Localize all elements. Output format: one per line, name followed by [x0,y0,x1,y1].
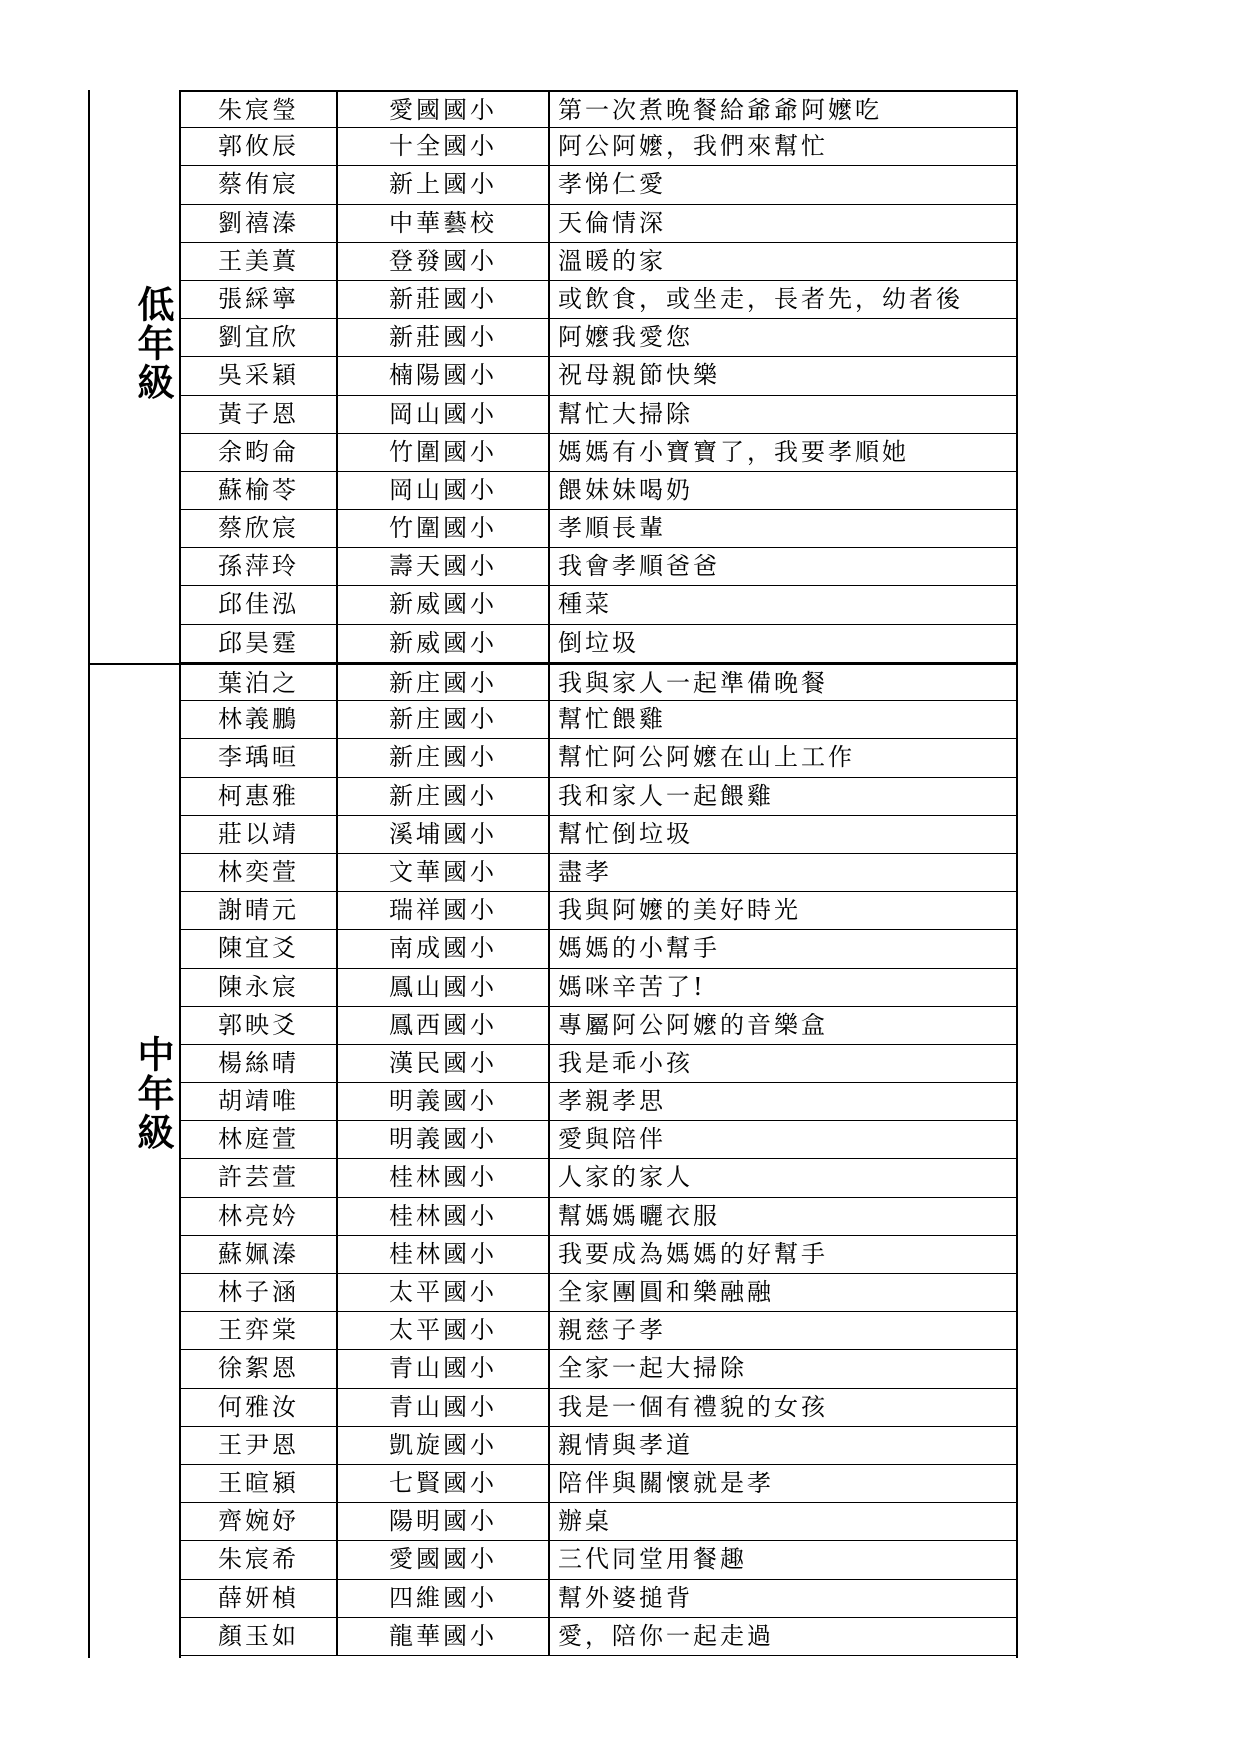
grade-cell [88,663,179,1658]
school-name: 凱旋國小 [338,1427,550,1464]
table-row [181,778,1016,816]
school-name: 岡山國小 [338,396,550,433]
work-title: 我要成為媽媽的好幫手 [558,1239,828,1268]
table-row [181,930,1016,968]
school-name: 愛國國小 [338,1541,550,1578]
student-name: 林庭萱 [181,1121,338,1158]
work-title: 或飲食，或坐走，長者先，幼者後 [558,284,963,313]
student-name: 顏玉如 [181,1618,338,1655]
student-name: 朱宸瑩 [181,92,338,127]
work-title: 阿公阿嬤，我們來幫忙 [558,132,828,161]
table-row [181,1274,1016,1312]
table-row [181,205,1016,243]
work-title: 幫忙餵雞 [558,705,666,734]
student-name: 柯惠雅 [181,778,338,815]
work-title: 溫暖的家 [558,246,666,275]
school-name: 太平國小 [338,1312,550,1349]
school-name: 桂林國小 [338,1159,550,1196]
entry-rows [179,663,1018,1658]
school-name: 青山國小 [338,1389,550,1426]
table-row [181,1350,1016,1388]
work-title: 愛與陪伴 [558,1125,666,1154]
table-row [181,396,1016,434]
table-row [181,892,1016,930]
student-name: 李瑀晅 [181,739,338,776]
table-row [181,1159,1016,1197]
school-name: 七賢國小 [338,1465,550,1502]
work-title: 我和家人一起餵雞 [558,781,774,810]
student-name: 葉泊之 [181,665,338,700]
school-name: 龍華國小 [338,1618,550,1655]
entry-rows [179,90,1018,663]
table-row [181,1389,1016,1427]
student-name: 謝晴元 [181,892,338,929]
work-title: 陪伴與關懷就是孝 [558,1468,774,1497]
work-title: 祝母親節快樂 [558,361,720,390]
work-title: 餵妹妹喝奶 [558,475,693,504]
table-row [181,1503,1016,1541]
school-name: 桂林國小 [338,1198,550,1235]
table-row [181,701,1016,739]
table-row [181,969,1016,1007]
student-name: 邱昊霆 [181,625,338,662]
student-name: 蔡侑宸 [181,166,338,203]
school-name: 新威國小 [338,586,550,623]
table-row [181,1236,1016,1274]
student-name: 齊婉妤 [181,1503,338,1540]
work-title: 專屬阿公阿嬤的音樂盒 [558,1010,828,1039]
school-name: 新莊國小 [338,281,550,318]
school-name: 竹圍國小 [338,510,550,547]
work-title: 媽媽有小寶寶了，我要孝順她 [558,437,909,466]
grade-group [88,90,1018,663]
student-name: 郭映爻 [181,1007,338,1044]
school-name: 桂林國小 [338,1236,550,1273]
work-title: 天倫情深 [558,208,666,237]
table-row [181,854,1016,892]
school-name: 新莊國小 [338,319,550,356]
table-row [181,1580,1016,1618]
student-name: 蔡欣宸 [181,510,338,547]
table-row [181,1198,1016,1236]
work-title: 孝悌仁愛 [558,170,666,199]
student-name: 蘇姵溱 [181,1236,338,1273]
work-title: 愛，陪你一起走過 [558,1621,774,1650]
student-name: 王暄潁 [181,1465,338,1502]
school-name: 壽天國小 [338,548,550,585]
table-row [181,243,1016,281]
school-name: 愛國國小 [338,92,550,127]
table-row [181,586,1016,624]
table-row [181,1618,1016,1656]
work-title: 辦桌 [558,1507,612,1536]
student-name: 劉宜欣 [181,319,338,356]
table-row [181,1083,1016,1121]
table-row [181,1045,1016,1083]
table-row [181,1465,1016,1503]
school-name: 南成國小 [338,930,550,967]
school-name: 竹圍國小 [338,434,550,471]
work-title: 全家團圓和樂融融 [558,1278,774,1306]
school-name: 溪埔國小 [338,816,550,853]
table-row [181,548,1016,586]
award-list-table [88,90,1018,1658]
school-name: 鳳山國小 [338,969,550,1006]
grade-group [88,663,1018,1658]
student-name: 郭攸辰 [181,128,338,165]
work-title: 媽咪辛苦了! [558,972,706,1001]
student-name: 林子涵 [181,1274,338,1311]
school-name: 中華藝校 [338,205,550,242]
student-name: 孫萍玲 [181,548,338,585]
school-name: 登發國小 [338,243,550,280]
work-title: 三代同堂用餐趣 [558,1545,747,1574]
school-name: 四維國小 [338,1580,550,1617]
student-name: 胡靖唯 [181,1083,338,1120]
student-name: 林義鵬 [181,701,338,738]
work-title: 阿嬤我愛您 [558,323,693,352]
school-name: 新威國小 [338,625,550,662]
table-row [181,625,1016,663]
school-name: 明義國小 [338,1121,550,1158]
work-title: 倒垃圾 [558,628,639,657]
student-name: 陳永宸 [181,969,338,1006]
work-title: 媽媽的小幫手 [558,934,720,963]
work-title: 第一次煮晚餐給爺爺阿嬤吃 [558,96,882,124]
work-title: 全家一起大掃除 [558,1354,747,1383]
student-name: 張綵寧 [181,281,338,318]
table-row [181,1427,1016,1465]
table-row [181,90,1016,128]
student-name: 許芸萱 [181,1159,338,1196]
school-name: 瑞祥國小 [338,892,550,929]
table-row [181,128,1016,166]
student-name: 陳宜爻 [181,930,338,967]
table-row [181,472,1016,510]
work-title: 孝順長輩 [558,514,666,543]
student-name: 莊以靖 [181,816,338,853]
student-name: 王尹恩 [181,1427,338,1464]
student-name: 林奕萱 [181,854,338,891]
grade-label: 低年級 [131,285,175,402]
student-name: 邱佳泓 [181,586,338,623]
table-row [181,357,1016,395]
school-name: 鳳西國小 [338,1007,550,1044]
school-name: 新上國小 [338,166,550,203]
school-name: 新庄國小 [338,778,550,815]
work-title: 盡孝 [558,857,612,886]
student-name: 黃子恩 [181,396,338,433]
work-title: 我與阿嬤的美好時光 [558,896,801,925]
student-name: 林亮妗 [181,1198,338,1235]
work-title: 幫忙倒垃圾 [558,819,693,848]
student-name: 王美蒖 [181,243,338,280]
table-row [181,663,1016,701]
grade-cell [88,90,179,663]
student-name: 王弈棠 [181,1312,338,1349]
school-name: 新庄國小 [338,739,550,776]
table-row [181,1121,1016,1159]
student-name: 薛妍楨 [181,1580,338,1617]
table-row [181,816,1016,854]
table-row [181,166,1016,204]
work-title: 親慈子孝 [558,1316,666,1345]
table-row [181,281,1016,319]
student-name: 何雅汝 [181,1389,338,1426]
work-title: 我是一個有禮貌的女孩 [558,1392,828,1421]
school-name: 太平國小 [338,1274,550,1311]
student-name: 蘇榆苓 [181,472,338,509]
school-name: 新庄國小 [338,665,550,700]
table-row [181,739,1016,777]
work-title: 我與家人一起準備晚餐 [558,669,828,697]
work-title: 幫媽媽曬衣服 [558,1201,720,1230]
school-name: 楠陽國小 [338,357,550,394]
table-row [181,510,1016,548]
school-name: 陽明國小 [338,1503,550,1540]
student-name: 楊絲晴 [181,1045,338,1082]
work-title: 我會孝順爸爸 [558,552,720,581]
work-title: 幫忙大掃除 [558,399,693,428]
work-title: 親情與孝道 [558,1430,693,1459]
grade-label: 中年級 [131,1035,175,1152]
table-row [181,1312,1016,1350]
table-row [181,434,1016,472]
school-name: 新庄國小 [338,701,550,738]
table-row [181,319,1016,357]
school-name: 漢民國小 [338,1045,550,1082]
work-title: 人家的家人 [558,1163,693,1192]
work-title: 孝親孝思 [558,1087,666,1116]
student-name: 徐絮恩 [181,1350,338,1387]
student-name: 朱宸希 [181,1541,338,1578]
student-name: 余畇侖 [181,434,338,471]
school-name: 文華國小 [338,854,550,891]
work-title: 種菜 [558,590,612,619]
student-name: 劉禧溱 [181,205,338,242]
work-title: 我是乖小孩 [558,1048,693,1077]
work-title: 幫外婆搥背 [558,1583,693,1612]
table-row [181,1541,1016,1579]
school-name: 青山國小 [338,1350,550,1387]
work-title: 幫忙阿公阿嬤在山上工作 [558,743,855,772]
school-name: 十全國小 [338,128,550,165]
school-name: 明義國小 [338,1083,550,1120]
student-name: 吳采穎 [181,357,338,394]
school-name: 岡山國小 [338,472,550,509]
table-row [181,1007,1016,1045]
